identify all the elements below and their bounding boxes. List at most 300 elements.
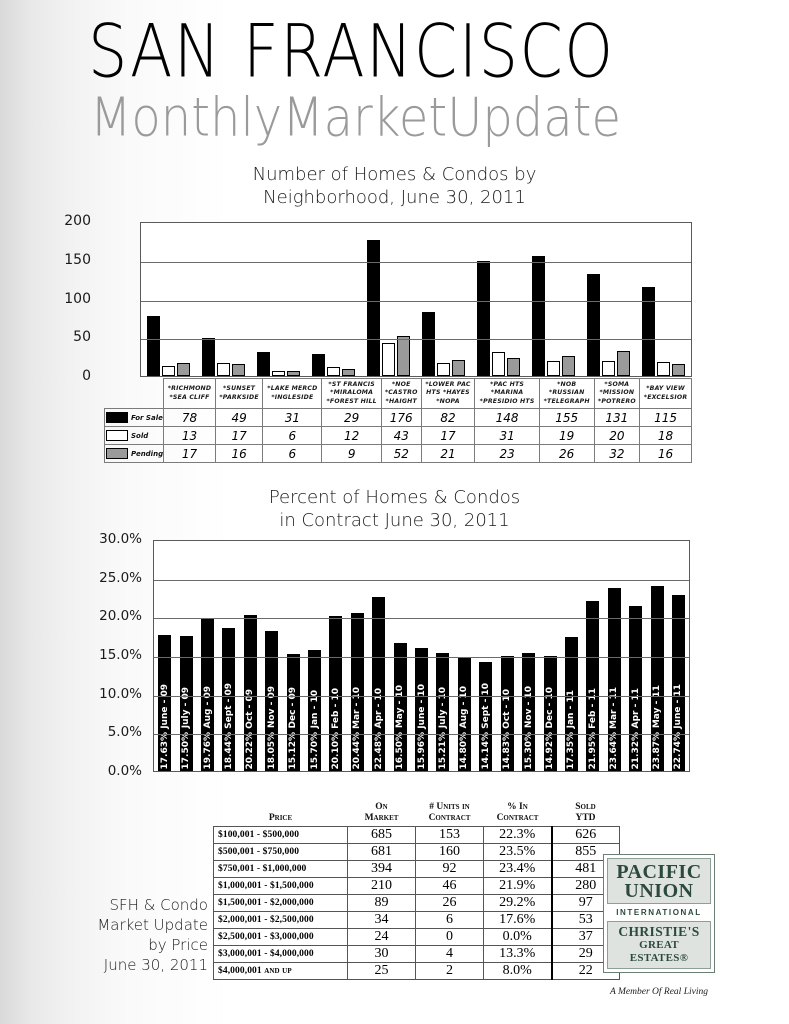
logo-word-union: UNION xyxy=(624,880,694,902)
legend-label: Pending xyxy=(131,449,164,458)
sold-ytd-cell: 855 xyxy=(552,844,620,861)
chart1-gridline xyxy=(141,262,691,263)
price-range-cell: $1,500,001 - $2,000,000 xyxy=(214,895,348,912)
table-row xyxy=(105,445,692,463)
chart1-data-table xyxy=(104,378,692,463)
chart1-bar-group xyxy=(471,223,526,376)
legend-swatch-sold xyxy=(106,430,128,441)
chart1-plot-area xyxy=(140,222,692,377)
logo-word-pacific: PACIFIC xyxy=(616,861,702,883)
units-in-contract-cell: 6 xyxy=(416,912,484,929)
chart1-y-tick-label: 50 xyxy=(73,329,91,346)
chart2-value-label: 20.22% xyxy=(245,731,256,769)
chart1-bar-group xyxy=(361,223,416,376)
table-row xyxy=(214,895,620,912)
header-on-market-l2: Market xyxy=(364,812,399,823)
sold-ytd-cell: 280 xyxy=(552,878,620,895)
legend-label: For Sale xyxy=(131,413,163,422)
chart2-value-label: 15.70% xyxy=(309,731,320,769)
chart2-bar-labels xyxy=(459,686,469,769)
chart2-title-line1: Percent of Homes & Condos xyxy=(268,487,521,508)
units-in-contract-cell: 153 xyxy=(416,827,484,844)
chart2-y-tick-label: 25.0% xyxy=(99,569,142,586)
chart1-bar-forsale xyxy=(587,274,600,376)
table-row xyxy=(214,861,620,878)
chart2-bar-slot xyxy=(218,541,239,771)
chart1-neighborhood-header: *SOMA *MISSION *POTRERO xyxy=(594,379,640,409)
header-pct-l1: % In xyxy=(507,802,528,812)
on-market-cell: 394 xyxy=(348,861,416,878)
chart2-bar-slot xyxy=(389,541,410,771)
chart2-gridline xyxy=(154,657,689,658)
chart2-value-label: 20.10% xyxy=(330,731,341,769)
chart2-value-label: 14.80% xyxy=(459,731,470,769)
chart1-bar-group xyxy=(416,223,471,376)
chart2-y-tick-label: 5.0% xyxy=(107,724,142,741)
table-row xyxy=(105,409,692,427)
legend-swatch-pending xyxy=(106,448,128,459)
table-row xyxy=(214,912,620,929)
chart1-data-cell: 49 xyxy=(215,409,262,427)
chart1-data-cell: 31 xyxy=(475,427,539,445)
chart1-neighborhood-header: *NOE *CASTRO *HAIGHT xyxy=(381,379,421,409)
chart2-gridline xyxy=(154,618,689,619)
on-market-cell: 25 xyxy=(348,963,416,980)
chart1-bar-pending xyxy=(342,369,355,376)
chart2-bar-labels xyxy=(502,689,512,769)
on-market-cell: 210 xyxy=(348,878,416,895)
chart2-month-label: Dec - 10 xyxy=(545,687,556,729)
units-in-contract-cell: 2 xyxy=(416,963,484,980)
sold-ytd-cell: 626 xyxy=(552,827,620,844)
chart1-bar-forsale xyxy=(367,240,380,376)
chart1-data-cell: 19 xyxy=(539,427,594,445)
chart2-bar xyxy=(522,653,535,771)
chart2-bar xyxy=(287,654,300,771)
header-on-market xyxy=(348,800,416,827)
price-range-cell: $3,000,001 - $4,000,000 xyxy=(214,946,348,963)
chart1-data-cell: 43 xyxy=(381,427,421,445)
chart2-month-label: Feb - 11 xyxy=(587,687,598,729)
chart1-title-line1: Number of Homes & Condos by xyxy=(252,164,537,185)
chart2-bar-labels xyxy=(352,687,362,770)
chart2-bar xyxy=(329,616,342,771)
chart1-data-cell: 9 xyxy=(322,445,381,463)
chart1-bar-sold xyxy=(602,361,615,377)
chart1-bar-forsale xyxy=(477,261,490,376)
chart2-value-label: 17.63% xyxy=(159,731,170,769)
chart1-data-cell: 131 xyxy=(594,409,640,427)
chart1-bar-forsale xyxy=(532,256,545,376)
chart1-bar-pending xyxy=(617,351,630,376)
chart2-bar xyxy=(158,635,171,771)
chart2-bar xyxy=(244,615,257,771)
chart2-bar xyxy=(608,588,621,771)
pct-in-contract-cell: 13.3% xyxy=(484,946,552,963)
chart1-bar-sold xyxy=(162,366,175,376)
chart2-bar xyxy=(201,618,214,771)
pct-in-contract-cell: 29.2% xyxy=(484,895,552,912)
chart1-gridline xyxy=(141,339,691,340)
chart2-month-label: July - 09 xyxy=(181,687,192,729)
chart2-bar-slot xyxy=(646,541,667,771)
chart2-bar-labels xyxy=(395,685,405,769)
pct-in-contract-cell: 23.4% xyxy=(484,861,552,878)
logo-bottom-panel xyxy=(607,921,711,969)
chart1-data-cell: 20 xyxy=(594,427,640,445)
on-market-cell: 89 xyxy=(348,895,416,912)
chart2-bar-labels xyxy=(524,686,534,769)
legend-swatch-for-sale xyxy=(106,412,128,423)
chart2-bar xyxy=(544,656,557,771)
caption-line-2: Market Update xyxy=(97,916,208,934)
chart2-value-label: 22.48% xyxy=(373,731,384,769)
page-subtitle: MonthlyMarketUpdate xyxy=(90,86,622,149)
chart2-month-label: Oct - 09 xyxy=(245,688,256,729)
pct-in-contract-cell: 17.6% xyxy=(484,912,552,929)
sold-ytd-cell: 53 xyxy=(552,912,620,929)
chart1-data-cell: 31 xyxy=(263,409,322,427)
chart1-table-corner xyxy=(105,379,164,409)
price-range-cell: $4,000,001 and up xyxy=(214,963,348,980)
on-market-cell: 681 xyxy=(348,844,416,861)
chart1-data-cell: 29 xyxy=(322,409,381,427)
chart2-month-label: Mar - 10 xyxy=(352,686,363,729)
logo-christies: CHRISTIE'S xyxy=(618,924,700,939)
chart1-data-cell: 155 xyxy=(539,409,594,427)
units-in-contract-cell: 160 xyxy=(416,844,484,861)
chart2-value-label: 23.87% xyxy=(652,731,663,769)
table-row xyxy=(105,379,692,409)
chart2-gridline xyxy=(154,734,689,735)
chart2-bar-labels xyxy=(374,688,384,769)
logo-tagline: A Member Of Real Living xyxy=(610,987,708,997)
chart2-value-label: 15.96% xyxy=(416,731,427,769)
chart2-bar-labels xyxy=(609,687,619,770)
price-range-cell: $1,000,001 - $1,500,000 xyxy=(214,878,348,895)
table-row xyxy=(214,827,620,844)
chart2-value-label: 20.44% xyxy=(352,731,363,769)
chart1-bar-pending xyxy=(452,360,465,376)
chart2-title xyxy=(0,486,789,532)
price-range-cell: $500,001 - $750,000 xyxy=(214,844,348,861)
header-sold-l2: YTD xyxy=(575,812,596,823)
chart2-bar-slot xyxy=(475,541,496,771)
chart2-month-label: Apr - 10 xyxy=(373,688,384,729)
chart2-value-label: 18.44% xyxy=(223,731,234,769)
chart2-y-tick-label: 20.0% xyxy=(99,608,142,625)
chart2-month-label: Dec - 09 xyxy=(288,687,299,729)
chart2-month-label: May - 11 xyxy=(652,685,663,729)
chart2-bar-slot xyxy=(454,541,475,771)
chart2-bar-slot xyxy=(368,541,389,771)
header-price: Price xyxy=(268,812,293,823)
chart2-bar-slot xyxy=(282,541,303,771)
chart2-gridline xyxy=(154,580,689,581)
chart2-title-line2: in Contract June 30, 2011 xyxy=(279,510,510,531)
chart1-data-cell: 23 xyxy=(475,445,539,463)
chart2-bar-slot xyxy=(561,541,582,771)
chart1-data-cell: 82 xyxy=(421,409,475,427)
page-title: SAN FRANCISCO xyxy=(88,8,615,95)
pct-in-contract-cell: 8.0% xyxy=(484,963,552,980)
chart2-value-label: 14.92% xyxy=(545,731,556,769)
chart1-table-body xyxy=(105,409,692,463)
chart2-bar xyxy=(308,650,321,771)
chart1-bar-group xyxy=(141,223,196,376)
chart2-bar-labels xyxy=(566,690,576,769)
chart1-bar-forsale xyxy=(422,312,435,376)
header-pct-l2: Contract xyxy=(496,812,539,823)
chart1-bar-forsale xyxy=(312,354,325,376)
chart2-month-label: Nov - 10 xyxy=(523,686,534,729)
chart2-bar-slot xyxy=(175,541,196,771)
chart1-bar-pending xyxy=(177,363,190,376)
chart2-bar-labels xyxy=(267,686,277,769)
price-table-head xyxy=(214,800,620,827)
chart2-value-label: 19.76% xyxy=(202,731,213,769)
chart2-y-tick-label: 30.0% xyxy=(99,531,142,547)
chart1-bar-group xyxy=(526,223,581,376)
pct-in-contract-cell: 21.9% xyxy=(484,878,552,895)
table-row xyxy=(214,963,620,980)
page-header xyxy=(0,0,789,148)
chart1-table-head xyxy=(105,379,692,409)
chart1-data-cell: 6 xyxy=(263,427,322,445)
sold-ytd-cell: 37 xyxy=(552,929,620,946)
chart2-month-label: Feb - 10 xyxy=(330,687,341,729)
chart2-month-label: Sept - 10 xyxy=(480,682,491,729)
chart1-data-cell: 16 xyxy=(640,445,692,463)
chart2-month-label: June - 11 xyxy=(673,683,684,729)
table-header-row xyxy=(214,800,620,827)
chart2-bar xyxy=(436,653,449,771)
chart2-y-tick-label: 10.0% xyxy=(99,685,142,702)
chart2-bar-labels xyxy=(310,690,320,769)
chart2-bar-labels xyxy=(203,686,213,769)
chart2-month-label: June - 10 xyxy=(416,683,427,729)
units-in-contract-cell: 92 xyxy=(416,861,484,878)
logo-great-estates: GREAT ESTATES® xyxy=(629,939,689,964)
chart2-bar-slot xyxy=(154,541,175,771)
pct-in-contract-cell: 0.0% xyxy=(484,929,552,946)
header-units-l2: Contract xyxy=(428,812,471,823)
caption-line-3: by Price xyxy=(148,936,208,954)
table-row xyxy=(214,929,620,946)
chart2-bar xyxy=(265,631,278,771)
price-range-cell: $2,500,001 - $3,000,000 xyxy=(214,929,348,946)
chart1-data-cell: 148 xyxy=(475,409,539,427)
chart1-data-cell: 12 xyxy=(322,427,381,445)
chart2-value-label: 17.50% xyxy=(181,731,192,769)
chart2-month-label: June - 09 xyxy=(159,683,170,729)
on-market-cell: 30 xyxy=(348,946,416,963)
chart1-data-cell: 18 xyxy=(640,427,692,445)
chart2-bar-slot xyxy=(197,541,218,771)
header-on-market-l1: On xyxy=(375,802,388,812)
price-range-cell: $100,001 - $500,000 xyxy=(214,827,348,844)
chart2-month-label: Oct - 10 xyxy=(502,688,513,729)
chart1-y-tick-label: 0 xyxy=(82,368,91,384)
chart2-value-label: 16.50% xyxy=(395,731,406,769)
chart1-bar-pending xyxy=(397,336,410,376)
chart2-month-label: Aug - 09 xyxy=(202,686,213,729)
units-in-contract-cell: 4 xyxy=(416,946,484,963)
chart2-bar xyxy=(651,586,664,771)
chart2-bar xyxy=(415,648,428,771)
chart2-bar-labels xyxy=(652,685,662,769)
chart1-title xyxy=(0,163,789,209)
chart2-y-tick-label: 15.0% xyxy=(99,647,142,663)
chart1-data-cell: 78 xyxy=(164,409,216,427)
chart2-month-label: May - 10 xyxy=(395,685,406,729)
on-market-cell: 34 xyxy=(348,912,416,929)
price-table-caption xyxy=(60,895,208,975)
logo-box xyxy=(603,854,715,973)
chart1-y-tick-label: 200 xyxy=(64,213,91,229)
chart2-month-label: July - 10 xyxy=(437,687,448,729)
chart1-neighborhood-header: *LAKE MERCD *INGLESIDE xyxy=(263,379,322,409)
chart2-value-label: 14.83% xyxy=(502,731,513,769)
chart1-legend-cell xyxy=(105,409,164,427)
chart2-bar-labels xyxy=(288,687,298,769)
header-sold-ytd xyxy=(552,800,620,827)
chart1-data-cell: 26 xyxy=(539,445,594,463)
chart1-data-cell: 32 xyxy=(594,445,640,463)
legend-label: Sold xyxy=(131,431,149,440)
chart2-value-label: 14.14% xyxy=(480,731,491,769)
chart2-bar-slot xyxy=(432,541,453,771)
chart2-month-label: Mar - 11 xyxy=(609,686,620,729)
chart2-bar-labels xyxy=(438,687,448,769)
logo-top-panel xyxy=(607,858,711,904)
table-row xyxy=(214,946,620,963)
pct-in-contract-cell: 22.3% xyxy=(484,827,552,844)
chart1-bar-pending xyxy=(507,358,520,376)
chart2-gridline xyxy=(154,696,689,697)
chart2-bar xyxy=(351,613,364,771)
chart2-bar-slot xyxy=(325,541,346,771)
chart2-bar xyxy=(501,656,514,771)
chart1-neighborhood-header: *ST FRANCIS *MIRALOMA *FOREST HILL xyxy=(322,379,381,409)
chart1-data-cell: 176 xyxy=(381,409,421,427)
chart1-y-tick-label: 100 xyxy=(64,290,91,307)
chart2-value-label: 15.12% xyxy=(288,731,299,769)
chart2-value-label: 17.35% xyxy=(566,731,577,769)
price-range-cell: $2,000,001 - $2,500,000 xyxy=(214,912,348,929)
chart1-data-cell: 52 xyxy=(381,445,421,463)
chart1-neighborhood-header: *LOWER PAC HTS *HAYES *NOPA xyxy=(421,379,475,409)
chart2-bar xyxy=(458,657,471,771)
chart1-bar-group xyxy=(196,223,251,376)
chart1-bar-sold xyxy=(272,371,285,376)
sold-ytd-cell: 29 xyxy=(552,946,620,963)
chart2-bars xyxy=(154,541,689,771)
price-table-body xyxy=(214,827,620,980)
pct-in-contract-cell: 23.5% xyxy=(484,844,552,861)
chart1-bar-sold xyxy=(657,362,670,376)
chart1-y-tick-label: 150 xyxy=(64,251,91,268)
chart1-neighborhood-header: *SUNSET *PARKSIDE xyxy=(215,379,262,409)
chart2-bar-slot xyxy=(347,541,368,771)
units-in-contract-cell: 46 xyxy=(416,878,484,895)
chart1-bar-pending xyxy=(672,364,685,376)
chart2-bar-labels xyxy=(331,688,341,769)
chart1-legend-cell xyxy=(105,427,164,445)
chart2-bar xyxy=(672,595,685,771)
chart1-bar-group xyxy=(251,223,306,376)
chart2-month-label: Aug - 10 xyxy=(459,686,470,729)
header-units-l1: # Units in xyxy=(429,802,470,812)
chart2-bar xyxy=(479,662,492,771)
chart2-plot-area xyxy=(153,540,690,772)
chart1-bar-forsale xyxy=(257,352,270,376)
chart2-bar-slot xyxy=(539,541,560,771)
chart2-value-label: 22.74% xyxy=(673,731,684,769)
chart1-data-cell: 17 xyxy=(164,445,216,463)
logo-international: INTERNATIONAL xyxy=(616,908,702,917)
chart2-bar-labels xyxy=(181,687,191,769)
chart1-neighborhood-header: *BAY VIEW *EXCELSIOR xyxy=(640,379,692,409)
chart2-bar-slot xyxy=(497,541,518,771)
chart2-bar-slot xyxy=(304,541,325,771)
chart2-bar-labels xyxy=(245,689,255,769)
chart2-bar-slot xyxy=(625,541,646,771)
sold-ytd-cell: 481 xyxy=(552,861,620,878)
units-in-contract-cell: 0 xyxy=(416,929,484,946)
chart2-value-label: 21.32% xyxy=(630,731,641,769)
chart2-month-label: Jan - 10 xyxy=(309,690,320,729)
chart1-title-line2: Neighborhood, June 30, 2011 xyxy=(263,187,526,208)
chart1-neighborhood-header: *RICHMOND *SEA CLIFF xyxy=(164,379,216,409)
chart1-data-cell: 17 xyxy=(215,427,262,445)
on-market-cell: 685 xyxy=(348,827,416,844)
units-in-contract-cell: 26 xyxy=(416,895,484,912)
chart2-bar-slot xyxy=(582,541,603,771)
chart2-month-label: Jan - 11 xyxy=(566,690,577,729)
chart2-bar xyxy=(372,597,385,771)
chart1-bar-pending xyxy=(562,356,575,376)
chart1-neighborhood-header: *PAC HTS *MARINA *PRESIDIO HTS xyxy=(475,379,539,409)
chart2-month-label: Sept - 09 xyxy=(223,682,234,729)
chart1-bar-forsale xyxy=(147,316,160,376)
chart2-bar-slot xyxy=(240,541,261,771)
chart2-bar xyxy=(586,601,599,771)
header-sold-l1: Sold xyxy=(575,802,596,812)
chart2-bar-labels xyxy=(588,688,598,769)
header-pct-in-contract xyxy=(484,800,552,827)
table-row xyxy=(105,427,692,445)
caption-line-4: June 30, 2011 xyxy=(103,956,208,974)
chart2-bar-slot xyxy=(518,541,539,771)
chart2-bar xyxy=(180,636,193,771)
chart2-bar-slot xyxy=(668,541,689,771)
chart2-value-label: 15.21% xyxy=(437,731,448,769)
chart1-bar-sold xyxy=(492,352,505,376)
chart1-bar-sold xyxy=(382,343,395,376)
chart1-legend-cell xyxy=(105,445,164,463)
sold-ytd-cell: 97 xyxy=(552,895,620,912)
table-row xyxy=(214,878,620,895)
chart1-bar-sold xyxy=(327,367,340,376)
table-row xyxy=(214,844,620,861)
chart2-value-label: 21.95% xyxy=(587,731,598,769)
chart1-bar-groups xyxy=(141,223,691,376)
chart1-data-cell: 17 xyxy=(421,427,475,445)
chart2-value-label: 15.30% xyxy=(523,731,534,769)
chart2-bar xyxy=(394,643,407,771)
chart1-neighborhood-header: *NOB *RUSSIAN *TELEGRAPH xyxy=(539,379,594,409)
